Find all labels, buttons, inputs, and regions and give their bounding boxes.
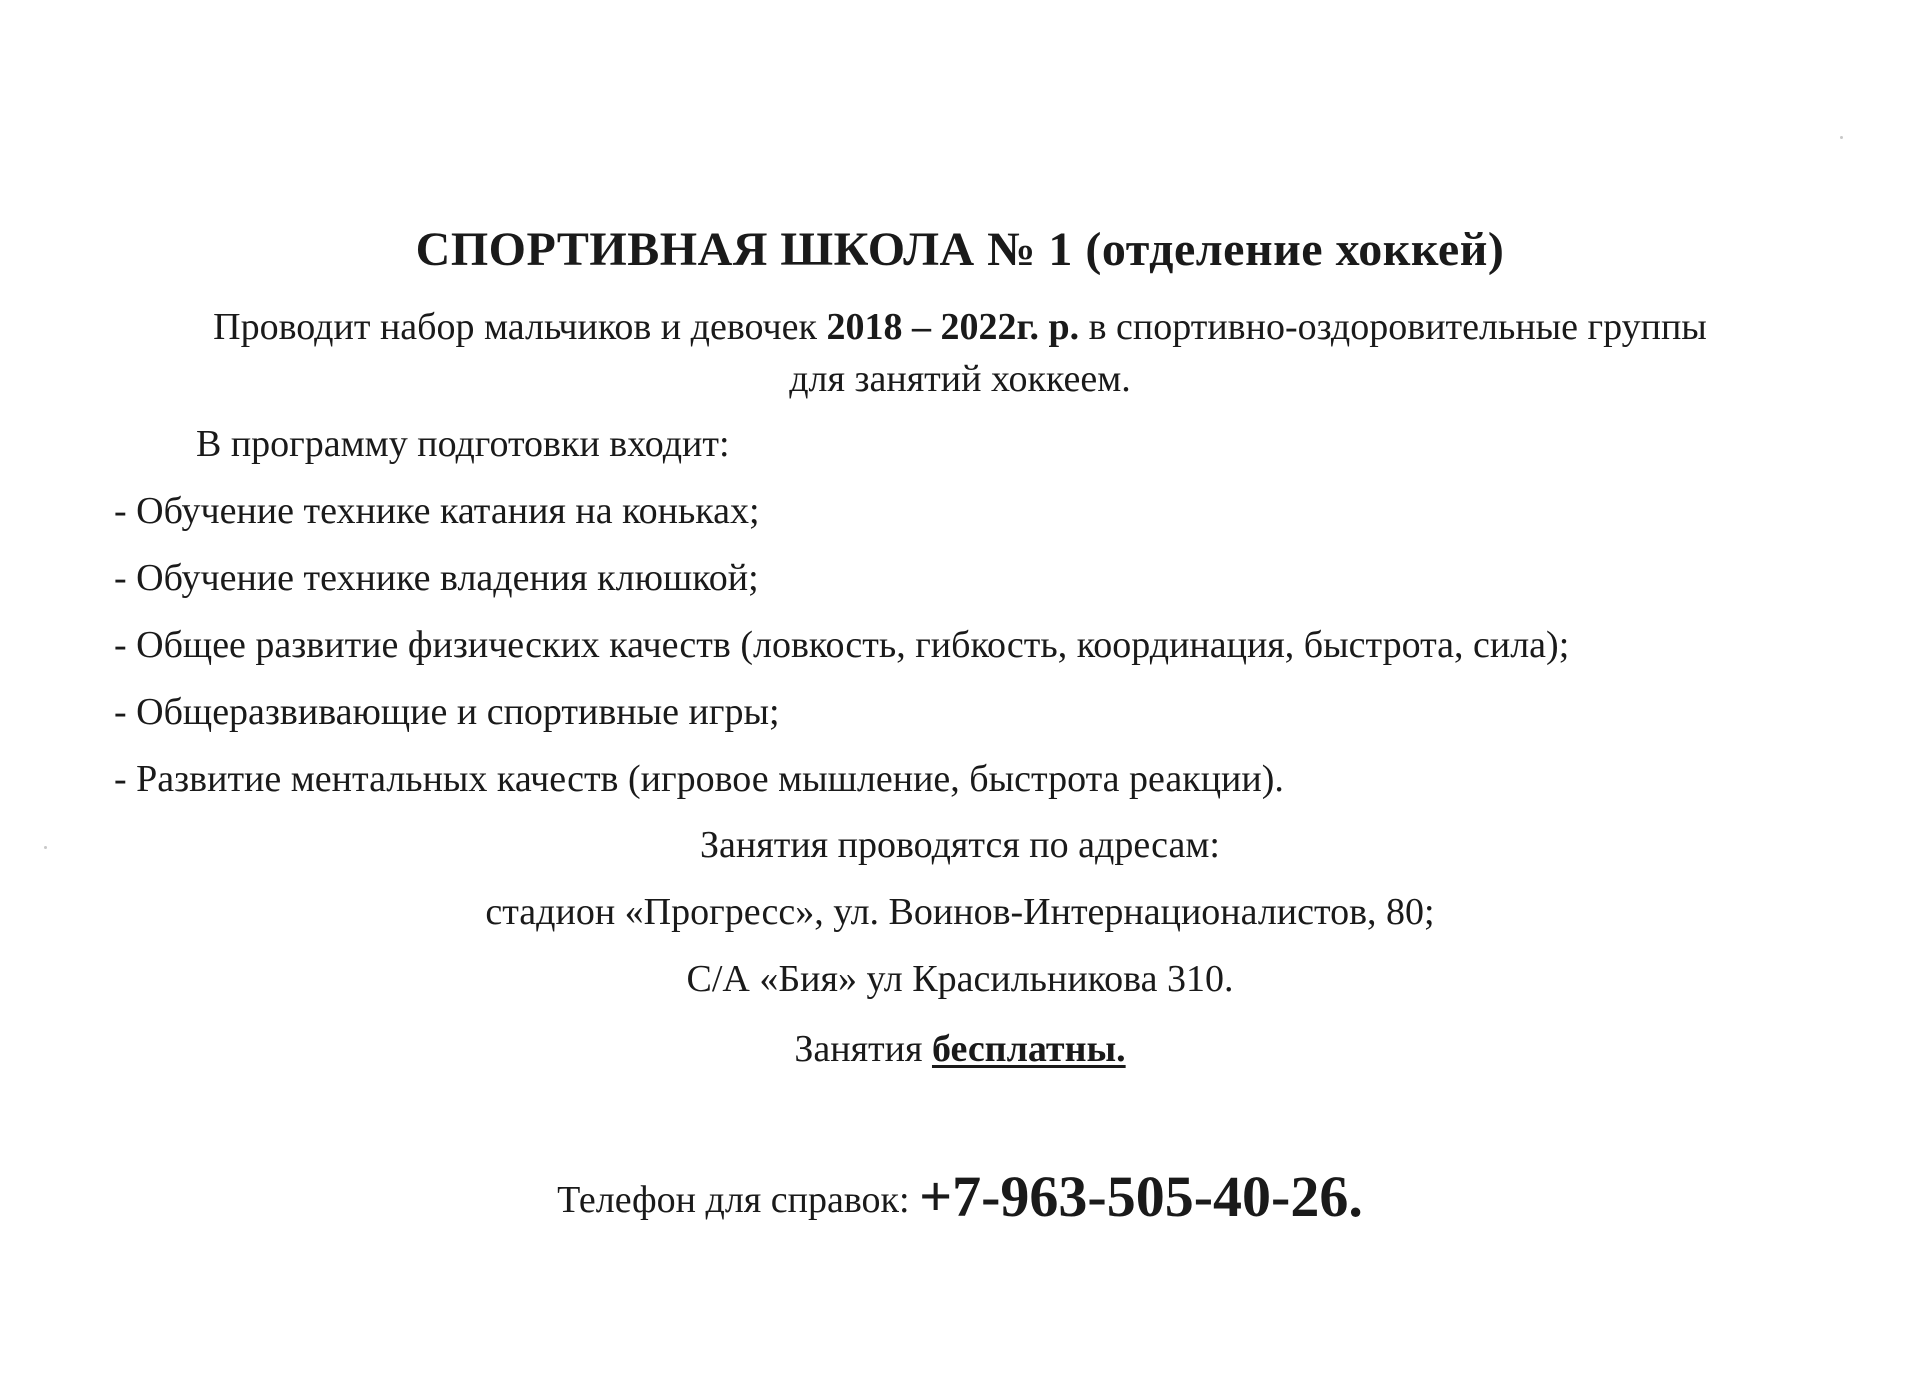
- program-item: - Общеразвивающие и спортивные игры;: [114, 691, 780, 733]
- document-title: СПОРТИВНАЯ ШКОЛА № 1 (отделение хоккей): [415, 223, 1505, 276]
- intro-line-2: для занятий хоккеем.: [789, 358, 1131, 400]
- contact-line: [0, 1164, 1920, 1229]
- free-notice-emphasis: бесплатны.: [931, 1028, 1126, 1070]
- intro-text-start: Проводит набор мальчиков и девочек: [213, 306, 827, 348]
- program-item: - Обучение технике катания на коньках;: [114, 490, 760, 532]
- scan-speck: [1840, 136, 1843, 139]
- address-line: стадион «Прогресс», ул. Воинов-Интернационалистов, 80;: [485, 891, 1435, 933]
- contact-label: Телефон для справок:: [557, 1179, 920, 1221]
- contact-phone: +7-963-505-40-26.: [919, 1164, 1363, 1229]
- free-notice-prefix: Занятия: [794, 1028, 932, 1070]
- program-item: - Общее развитие физических качеств (ловкость, гибкость, координация, быстрота, сила);: [114, 624, 1570, 666]
- intro-birth-years: 2018 – 2022г. р.: [826, 306, 1080, 348]
- program-item: - Развитие ментальных качеств (игровое мышление, быстрота реакции).: [114, 758, 1284, 800]
- scan-speck: [44, 846, 47, 849]
- program-item: - Обучение технике владения клюшкой;: [114, 557, 759, 599]
- free-notice: [0, 1030, 1920, 1068]
- addresses-heading: Занятия проводятся по адресам:: [700, 824, 1220, 866]
- intro-text-end: в спортивно-оздоровительные группы: [1079, 306, 1707, 348]
- address-line: С/А «Бия» ул Красильникова 310.: [686, 958, 1234, 1000]
- program-heading: В программу подготовки входит:: [196, 423, 730, 465]
- intro-line-1: [0, 308, 1920, 346]
